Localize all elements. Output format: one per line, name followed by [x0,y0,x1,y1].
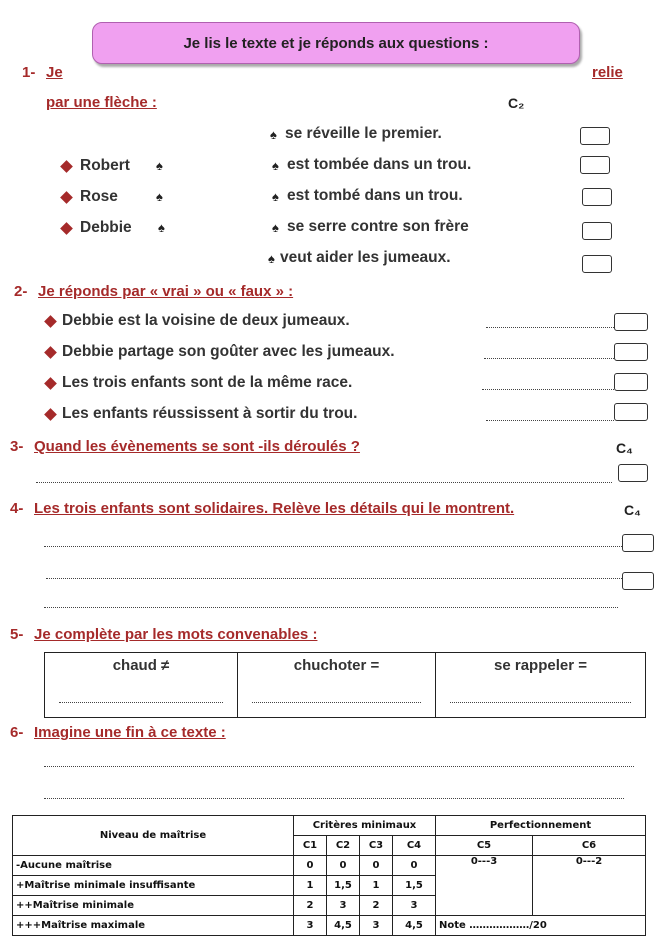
phrase-3: est tombé dans un trou. [287,187,463,204]
score-box[interactable] [614,343,648,361]
answer-line[interactable] [44,766,634,767]
name-rose: Rose [80,188,118,205]
grid-cell: 0 [327,856,360,876]
q1-heading-relie: relie [592,64,623,81]
bullet-diamond-icon [60,191,73,204]
name-robert: Robert [80,157,130,174]
q1-heading-fleche: par une flèche : [46,94,157,111]
grid-cell: 3 [360,916,393,936]
word-cell[interactable] [45,653,238,718]
name-debbie: Debbie [80,219,132,236]
spade-icon: ♠ [272,158,279,173]
phrase-2: est tombée dans un trou. [287,156,472,173]
spade-icon: ♠ [156,158,163,173]
q6-heading: Imagine une fin à ce texte : [34,724,226,741]
grid-cell: 0 [294,856,327,876]
q1-competence-code: C₂ [508,95,525,111]
score-box[interactable] [622,534,654,552]
score-box[interactable] [580,156,610,174]
score-box[interactable] [582,255,612,273]
score-box[interactable] [614,373,648,391]
q1-heading-je: Je [46,64,63,81]
spade-icon: ♠ [158,220,165,235]
page-title: Je lis le texte et je réponds aux questions : [92,22,580,64]
note-field[interactable]: Note ………………/20 [436,916,646,936]
code-c1: C1 [294,836,327,856]
grid-cell: 1,5 [327,876,360,896]
word-cell[interactable] [436,653,646,718]
q2-item: Les trois enfants sont de la même race. [62,374,353,391]
grid-cell: 4,5 [393,916,436,936]
grid-cell: 1 [360,876,393,896]
score-box[interactable] [582,188,612,206]
word-cell[interactable] [238,653,436,718]
spade-icon: ♠ [270,127,277,142]
q4-heading: Les trois enfants sont solidaires. Relève les détails qui le montrent. [34,500,515,517]
grid-cell: 3 [327,896,360,916]
score-box[interactable] [618,464,648,482]
grid-cell: 0 [360,856,393,876]
spade-icon: ♠ [272,189,279,204]
bullet-diamond-icon [44,315,57,328]
header-perfection: Perfectionnement [436,816,646,836]
q6-number: 6- [10,724,24,741]
answer-dots[interactable] [484,358,614,359]
phrase-5: veut aider les jumeaux. [280,249,451,266]
answer-line[interactable] [44,546,622,547]
spade-icon: ♠ [272,220,279,235]
grid-cell: 4,5 [327,916,360,936]
bullet-diamond-icon [44,346,57,359]
code-c5: C5 [436,836,533,856]
score-box[interactable] [614,313,648,331]
grid-cell: 2 [294,896,327,916]
header-level: Niveau de maîtrise [13,816,294,856]
answer-line[interactable] [44,798,624,799]
header-min-criteria: Critères minimaux [294,816,436,836]
level-label: -Aucune maîtrise [13,856,294,876]
score-box[interactable] [622,572,654,590]
q3-heading: Quand les évènements se sont -ils déroulés ? [34,438,360,455]
q2-item: Les enfants réussissent à sortir du trou. [62,405,358,422]
q2-item: Debbie est la voisine de deux jumeaux. [62,312,350,329]
phrase-4: se serre contre son frère [287,218,469,235]
grid-cell: 2 [360,896,393,916]
word-prompt: chuchoter = [293,657,380,674]
evaluation-grid [12,815,646,936]
q3-competence-code: C₄ [616,440,633,456]
bullet-diamond-icon [60,222,73,235]
q2-number: 2- [14,283,28,300]
grid-cell: 3 [294,916,327,936]
code-c2: C2 [327,836,360,856]
level-label: +Maîtrise minimale insuffisante [13,876,294,896]
q4-competence-code: C₄ [624,502,641,518]
answer-line[interactable] [44,607,618,608]
spade-icon: ♠ [268,251,275,266]
level-label: ++Maîtrise minimale [13,896,294,916]
code-c3: C3 [360,836,393,856]
bullet-diamond-icon [60,160,73,173]
q5-heading: Je complète par les mots convenables : [34,626,318,643]
spade-icon: ♠ [156,189,163,204]
q5-number: 5- [10,626,24,643]
word-prompt: chaud ≠ [112,657,170,674]
score-box[interactable] [580,127,610,145]
code-c6: C6 [533,836,646,856]
score-box[interactable] [614,403,648,421]
grid-cell: 0 [393,856,436,876]
score-box[interactable] [582,222,612,240]
q3-number: 3- [10,438,24,455]
bullet-diamond-icon [44,377,57,390]
level-label: +++Maîtrise maximale [13,916,294,936]
answer-dots[interactable] [486,420,614,421]
answer-dots[interactable] [486,327,614,328]
answer-line[interactable] [36,482,612,483]
phrase-1: se réveille le premier. [285,125,442,142]
grid-cell: 3 [393,896,436,916]
grid-cell: 1,5 [393,876,436,896]
bullet-diamond-icon [44,408,57,421]
vocabulary-table [44,652,646,718]
answer-line[interactable] [46,578,622,579]
answer-dots[interactable] [482,389,614,390]
grid-cell: 1 [294,876,327,896]
q4-number: 4- [10,500,24,517]
word-prompt: se rappeler = [494,657,587,674]
range-c5: 0---3 [436,856,533,916]
q2-item: Debbie partage son goûter avec les jumeaux. [62,343,395,360]
range-c6: 0---2 [533,856,646,916]
code-c4: C4 [393,836,436,856]
q1-number: 1- [22,64,36,81]
q2-heading: Je réponds par « vrai » ou « faux » : [38,283,294,300]
